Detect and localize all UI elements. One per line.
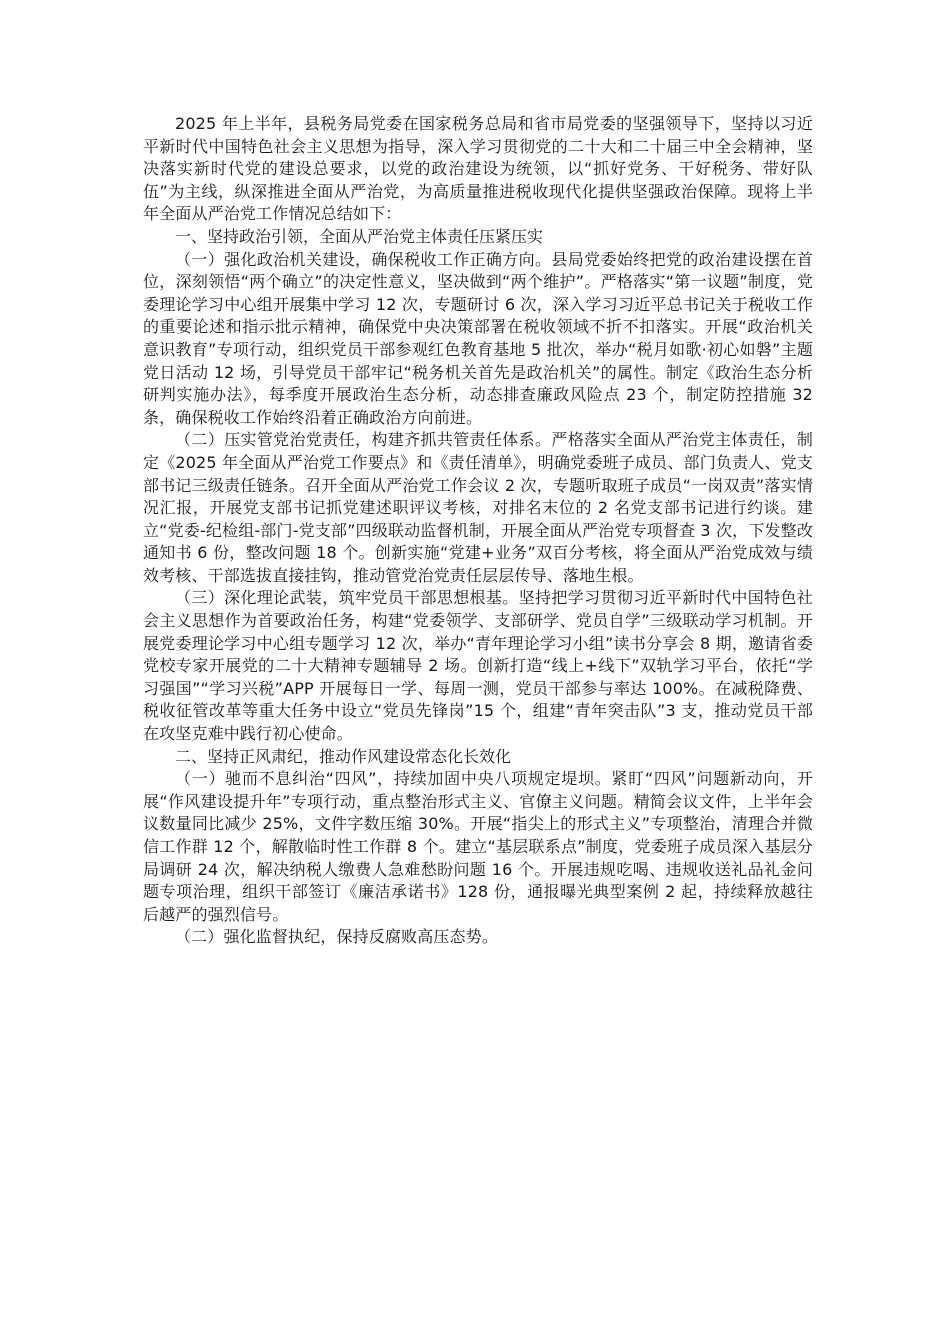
subsection-paragraph-1-2: （二）压实管党治党责任，构建齐抓共管责任体系。严格落实全面从严治党主体责任，制定《2025 年全面从严治党工作要点》和《责任清单》，明确党委班子成员、部门负责人、党支部书记三级责任链条。召开全面从严治党工作会议 2 次，专题听取班子成员“一岗双责”落实情况汇报，开展党支部书记抓党建述职评议考核，对排名末位的 2 名党支部书记进行约谈。建立“党委-纪检组-部门-党支部”四级联动监督机制，开展全面从严治党专项督查 3 次，下发整改通知书 6 份，整改问题 18 个。创新实施“党建+业务”双百分考核，将全面从严治党成效与绩效考核、干部选拔直接挂钩，推动管党治党责任层层传导、落地生根。 [143, 430, 813, 585]
section-heading-1: 一、坚持政治引领，全面从严治党主体责任压紧压实 [175, 226, 544, 246]
section-heading-2: 二、坚持正风肃纪，推动作风建设常态化长效化 [175, 746, 512, 766]
subsection-paragraph-2-2: （二）强化监督执纪，保持反腐败高压态势。 [175, 927, 499, 947]
subsection-paragraph-1-3: （三）深化理论武装，筑牢党员干部思想根基。坚持把学习贯彻习近平新时代中国特色社会主义思想作为首要政治任务，构建“党委领学、支部研学、党员自学”三级联动学习机制。开展党委理论学习中心组专题学习 12 次，举办“青年理论学习小组”读书分享会 8 期，邀请省委党校专家开展党的二十大精神专题辅导 2 场。创新打造“线上+线下”双轨学习平台，依托“学习强国”“学习兴税”APP 开展每日一学、每周一测，党员干部参与率达 100%。在减税降费、税收征管改革等重大任务中设立“党员先锋岗”15 个，组建“青年突击队”3 支，推动党员干部在攻坚克难中践行初心使命。 [143, 588, 813, 744]
intro-paragraph: 2025 年上半年，县税务局党委在国家税务总局和省市局党委的坚强领导下，坚持以习近平新时代中国特色社会主义思想为指导，深入学习贯彻党的二十大和二十届三中全会精神，坚决落实新时代党的建设总要求，以党的政治建设为统领，以“抓好党务、干好税务、带好队伍”为主线，纵深推进全面从严治党，为高质量推进税收现代化提供坚强政治保障。现将上半年全面从严治党工作情况总结如下： [143, 114, 813, 224]
document-page [143, 113, 813, 949]
subsection-paragraph-2-1: （一）驰而不息纠治“四风”，持续加固中央八项规定堤坝。紧盯“四风”问题新动向，开展“作风建设提升年”专项行动，重点整治形式主义、官僚主义问题。精简会议文件，上半年会议数量同比减少 25%，文件字数压缩 30%。开展“指尖上的形式主义”专项整治，清理合并微信工作群 12 个，解散临时性工作群 8 个。建立“基层联系点”制度，党委班子成员深入基层分局调研 24 次，解决纳税人缴费人急难愁盼问题 16 个。开展违规吃喝、违规收送礼品礼金问题专项治理，组织干部签订《廉洁承诺书》128 份，通报曝光典型案例 2 起，持续释放越往后越严的强烈信号。 [143, 769, 813, 924]
subsection-paragraph-1-1: （一）强化政治机关建设，确保税收工作正确方向。县局党委始终把党的政治建设摆在首位，深刻领悟“两个确立”的决定性意义，坚决做到“两个维护”。严格落实“第一议题”制度，党委理论学习中心组开展集中学习 12 次，专题研讨 6 次，深入学习习近平总书记关于税收工作的重要论述和指示批示精神，确保党中央决策部署在税收领域不折不扣落实。开展“政治机关意识教育”专项行动，组织党员干部参观红色教育基地 5 批次，举办“税月如歌·初心如磐”主题党日活动 12 场，引导党员干部牢记“税务机关首先是政治机关”的属性。制定《政治生态分析研判实施办法》，每季度开展政治生态分析，动态排查廉政风险点 23 个，制定防控措施 32 条，确保税收工作始终沿着正确政治方向前进。 [143, 249, 813, 427]
